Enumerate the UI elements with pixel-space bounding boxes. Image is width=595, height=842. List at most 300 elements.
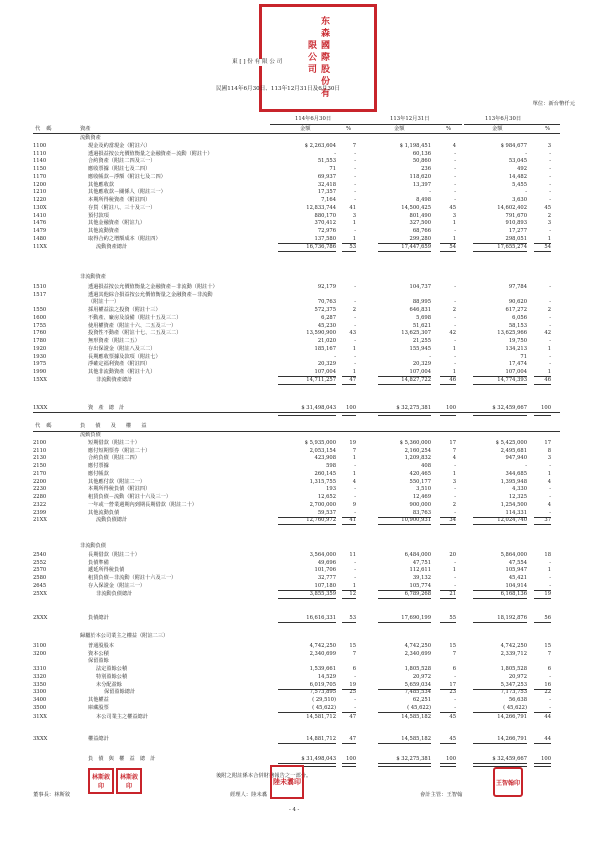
total-underline xyxy=(378,384,431,385)
row-amount: 107,004 xyxy=(314,369,336,375)
row-label: 法定盈餘公積 xyxy=(96,666,128,672)
table-row xyxy=(0,643,595,650)
row-percent: 44 xyxy=(544,736,551,742)
table-row xyxy=(0,330,595,337)
row-percent: 17 xyxy=(449,439,456,446)
row-percent: - xyxy=(454,299,456,306)
row-amount: 6,056 xyxy=(512,314,527,321)
row-amount: ( 45,622) xyxy=(503,704,527,711)
table-row xyxy=(0,583,595,590)
row-percent: - xyxy=(549,575,551,581)
row-percent: 41 xyxy=(349,204,356,211)
table-row xyxy=(0,448,595,455)
section-title: 流動資產 xyxy=(80,135,101,141)
row-percent: 15 xyxy=(449,642,456,649)
row-code: 1760 xyxy=(33,330,47,337)
row-amount: 97,784 xyxy=(508,283,527,290)
table-row xyxy=(0,315,595,322)
row-amount: - xyxy=(525,150,527,157)
row-percent: 11 xyxy=(349,551,356,558)
row-code: 2XXX xyxy=(33,615,48,621)
row-percent: - xyxy=(549,322,551,329)
table-row xyxy=(0,323,595,330)
row-percent: - xyxy=(454,189,456,196)
row-label: 非流動負債總計 xyxy=(96,590,133,597)
row-amount: 7,173,753 xyxy=(500,689,527,696)
footnote: 後附之附註係本合併財務報告之一部分。 xyxy=(216,773,312,779)
row-code: 1220 xyxy=(33,197,47,203)
row-percent: - xyxy=(549,704,551,711)
row-percent: 20 xyxy=(449,551,456,558)
row-percent: - xyxy=(454,338,456,344)
row-percent: 22 xyxy=(544,689,551,696)
row-amount: - xyxy=(525,189,527,196)
row-percent: 3 xyxy=(547,220,551,227)
company-title: 東 [ ] 份 有 限 公 司 xyxy=(232,59,283,65)
section-title: 非流動負債 xyxy=(80,543,106,549)
row-amount: 2,160,254 xyxy=(404,447,431,454)
row-code: 2399 xyxy=(33,509,47,516)
row-amount: 420,465 xyxy=(409,470,431,477)
row-label: 本期所得稅負債（附註四） xyxy=(88,486,151,493)
chairman-label: 董事長：林斯敘 xyxy=(33,792,71,798)
row-percent: 25 xyxy=(349,689,356,696)
total-underline xyxy=(440,622,456,623)
row-amount: 47,554 xyxy=(508,559,527,566)
row-amount: 49,696 xyxy=(317,559,336,566)
chairman-seal-text: 林斯敘印 xyxy=(91,774,110,790)
row-percent: 3 xyxy=(352,212,356,219)
row-label: 不動產、廠房及設備（附註十五及三二） xyxy=(88,314,182,321)
table-row xyxy=(0,486,595,493)
row-percent: 6 xyxy=(352,666,356,672)
row-code: 2280 xyxy=(33,494,47,500)
row-percent: 3 xyxy=(547,455,551,462)
row-amount: 134,213 xyxy=(505,345,527,352)
row-percent: - xyxy=(549,582,551,589)
row-code: 1550 xyxy=(33,307,47,313)
row-amount: 20,972 xyxy=(412,673,431,680)
row-amount: ( 29,510) xyxy=(312,697,336,703)
row-amount: 1,315,755 xyxy=(309,478,336,485)
row-label: 庫藏股票 xyxy=(88,704,109,711)
row-amount: $ 31,498,043 xyxy=(301,405,336,411)
row-percent: 1 xyxy=(352,345,356,352)
table-row xyxy=(0,284,595,291)
row-amount: 14,482 xyxy=(508,173,527,180)
row-percent: - xyxy=(454,509,456,516)
row-percent: 45 xyxy=(449,204,456,211)
row-amount: 155,945 xyxy=(409,345,431,352)
row-code: 1930 xyxy=(33,353,47,360)
row-amount: 1,209,832 xyxy=(404,455,431,462)
row-percent: 54 xyxy=(449,243,456,250)
row-amount: 107,004 xyxy=(409,369,431,375)
row-percent: - xyxy=(454,197,456,203)
row-percent: 17 xyxy=(449,681,456,688)
table-row xyxy=(0,455,595,462)
section-equity xyxy=(0,633,595,640)
row-amount: 112,611 xyxy=(409,567,431,574)
row-percent: - xyxy=(549,283,551,290)
row-label: 資 產 總 計 xyxy=(88,405,125,411)
row-label: 透過損益按公允價值衡量之金融資產－非流動（附註十） xyxy=(88,283,218,290)
row-amount: 3,564,000 xyxy=(309,551,336,558)
row-amount: 71 xyxy=(329,166,336,172)
row-percent: 41 xyxy=(349,517,356,524)
row-amount: 344,685 xyxy=(505,470,527,477)
row-percent: - xyxy=(454,158,456,165)
row-amount: 8,498 xyxy=(416,197,431,203)
row-percent: - xyxy=(549,181,551,188)
row-label: 特別盈餘公積 xyxy=(96,673,128,680)
period-header-1: 114年6月30日 xyxy=(295,116,332,122)
total-underline xyxy=(378,598,431,599)
row-percent: 1 xyxy=(352,235,356,242)
row-percent: 1 xyxy=(352,582,356,589)
row-code: 1100 xyxy=(33,142,47,149)
row-amount: 2,340,699 xyxy=(309,650,336,657)
row-amount: 14,266,791 xyxy=(497,736,527,742)
row-percent: 6 xyxy=(547,666,551,672)
row-percent: 1 xyxy=(452,235,456,242)
row-percent: - xyxy=(354,486,356,493)
total-underline xyxy=(534,622,551,623)
row-percent: - xyxy=(354,158,356,165)
row-code: 3300 xyxy=(33,689,47,696)
row-amount: 14,881,712 xyxy=(306,736,336,742)
row-amount: 5,455 xyxy=(512,181,527,188)
row-amount: 12,024,740 xyxy=(497,517,527,524)
table-row xyxy=(0,228,595,235)
row-percent: 100 xyxy=(541,756,551,762)
total-underline xyxy=(534,384,551,385)
row-amount: 5,659,034 xyxy=(404,681,431,688)
row-percent: 53 xyxy=(349,243,356,250)
row-label: 現金及約當現金（附註六） xyxy=(88,142,151,149)
row-percent: 1 xyxy=(452,470,456,477)
row-label: 其他應付款（附註二一） xyxy=(88,478,146,485)
row-amount: $ 2,263,604 xyxy=(304,142,336,149)
row-amount: 14,266,791 xyxy=(497,713,527,720)
row-code: 2150 xyxy=(33,463,47,469)
total-underline xyxy=(278,622,336,623)
row-amount: 1,805,528 xyxy=(404,666,431,672)
row-amount: 14,827,722 xyxy=(401,376,431,383)
row-amount: 114,331 xyxy=(505,509,527,516)
row-amount: 21,255 xyxy=(412,338,431,344)
chairman-seal-stamp xyxy=(88,768,114,794)
table-row xyxy=(0,560,595,567)
row-percent: 100 xyxy=(541,405,551,411)
row-code: 15XX xyxy=(33,376,47,383)
row-label: 一年或一營業週期內到期長期借款（附註二十） xyxy=(88,501,197,508)
row-amount: 104,737 xyxy=(409,283,431,290)
row-percent: 55 xyxy=(449,615,456,621)
row-percent: 47 xyxy=(349,713,356,720)
row-percent: - xyxy=(454,582,456,589)
row-percent: 19 xyxy=(349,681,356,688)
row-amount: 193 xyxy=(326,486,336,493)
row-percent: 7 xyxy=(352,650,356,657)
row-amount: 617,272 xyxy=(505,307,527,313)
table-row xyxy=(0,510,595,517)
row-percent: - xyxy=(354,673,356,680)
row-percent: - xyxy=(454,181,456,188)
row-code: 21XX xyxy=(33,517,47,524)
row-percent: 1 xyxy=(352,220,356,227)
row-amount: 32,418 xyxy=(317,181,336,188)
row-percent: 19 xyxy=(349,439,356,446)
col-code-header: 代碼 xyxy=(35,126,58,132)
row-amount: 408 xyxy=(421,463,431,469)
row-percent: - xyxy=(454,704,456,711)
row-label: 淨確定福利資產（附註四） xyxy=(88,361,151,368)
row-amount: $ 32,275,381 xyxy=(396,756,431,762)
row-code: 31XX xyxy=(33,713,47,720)
row-percent: 1 xyxy=(547,235,551,242)
table-row xyxy=(0,213,595,220)
row-code: 1480 xyxy=(33,235,47,242)
row-percent: - xyxy=(549,509,551,516)
row-percent: - xyxy=(454,463,456,469)
total-underline xyxy=(473,524,527,525)
row-amount: 105,774 xyxy=(409,582,431,589)
period-header-2: 113年12月31日 xyxy=(390,116,430,122)
table-row xyxy=(0,658,595,665)
row-amount: 5,347,253 xyxy=(500,681,527,688)
row-amount: 10,900,931 xyxy=(401,517,431,524)
row-amount: 68,766 xyxy=(412,228,431,234)
row-amount: 20,329 xyxy=(412,361,431,368)
table-row xyxy=(0,705,595,712)
row-amount: $ 31,498,043 xyxy=(301,756,336,762)
row-amount: 236 xyxy=(421,166,431,172)
row-label: 未分配盈餘 xyxy=(96,681,122,688)
row-label: 採用權益法之投資（附註十三） xyxy=(88,307,161,313)
col-pct-2: % xyxy=(446,126,452,132)
row-code: 2322 xyxy=(33,501,47,508)
row-amount: 260,145 xyxy=(314,470,336,477)
row-amount: 7,573,895 xyxy=(309,689,336,696)
total-underline xyxy=(342,524,356,525)
row-amount: 14,602,402 xyxy=(497,204,527,211)
row-amount: 3,855,359 xyxy=(309,590,336,597)
row-percent: - xyxy=(454,314,456,321)
row-amount: 50,860 xyxy=(412,158,431,165)
row-amount: 1,395,948 xyxy=(500,478,527,485)
row-label: 透過損益按公允價值衡量之金融資產－流動（附註十） xyxy=(88,150,213,157)
row-amount: 2,053,154 xyxy=(309,447,336,454)
total-underline xyxy=(378,251,431,252)
total-underline xyxy=(440,251,456,252)
row-percent: - xyxy=(354,567,356,574)
section-noncurrent-assets xyxy=(0,274,595,281)
row-percent: - xyxy=(549,166,551,172)
row-percent: 34 xyxy=(449,517,456,524)
table-row xyxy=(0,338,595,345)
row-percent: - xyxy=(549,559,551,566)
row-percent: - xyxy=(354,353,356,360)
row-label: 其他應收款 xyxy=(88,181,114,188)
total-underline xyxy=(278,598,336,599)
row-label: 保留盈餘 xyxy=(88,658,109,665)
row-percent: 1 xyxy=(352,455,356,462)
row-percent: 17 xyxy=(544,439,551,446)
row-amount: 21,020 xyxy=(317,338,336,344)
row-code: 2170 xyxy=(33,470,47,477)
subtotal-row xyxy=(0,377,595,384)
row-amount: 17,277 xyxy=(508,228,527,234)
row-amount: 12,833,744 xyxy=(306,204,336,211)
row-label: 應收票據（附註七及二四） xyxy=(88,166,151,172)
total-underline xyxy=(440,598,456,599)
row-amount: - xyxy=(525,463,527,469)
total-underline xyxy=(473,598,527,599)
unit-label: 單位：新台幣仟元 xyxy=(532,101,575,107)
accountant-label: 會計主管：王智翰 xyxy=(420,792,463,798)
corporate-seal-text: 东森國際股份有限公司 xyxy=(306,16,329,100)
row-percent: - xyxy=(354,509,356,516)
total-underline xyxy=(278,251,336,252)
row-percent: - xyxy=(549,673,551,680)
row-percent: - xyxy=(549,228,551,234)
table-row xyxy=(0,220,595,227)
row-percent: - xyxy=(549,486,551,493)
total-underline xyxy=(278,524,336,525)
table-row xyxy=(0,714,595,721)
table-row xyxy=(0,158,595,165)
row-code: 1210 xyxy=(33,189,47,196)
row-percent: - xyxy=(549,314,551,321)
row-label: （附註十一） xyxy=(88,299,120,306)
equity-total-row xyxy=(0,736,595,743)
row-amount: $ 32,275,381 xyxy=(396,405,431,411)
row-amount: $ 32,459,667 xyxy=(492,405,527,411)
col-asset-header: 資產 xyxy=(80,126,91,132)
row-percent: 1 xyxy=(547,470,551,477)
row-percent: 4 xyxy=(452,455,456,462)
row-amount: 13,625,307 xyxy=(401,330,431,337)
row-percent: 15 xyxy=(544,642,551,649)
row-percent: 1 xyxy=(547,345,551,352)
row-code: 2110 xyxy=(33,447,47,454)
row-percent: 100 xyxy=(346,405,356,411)
col-code-header-2: 代碼 xyxy=(35,423,58,429)
row-percent: 7 xyxy=(352,447,356,454)
row-amount: 4,742,250 xyxy=(309,642,336,649)
row-percent: 42 xyxy=(449,330,456,337)
row-code: 3XXX xyxy=(33,736,48,742)
row-percent: 7 xyxy=(452,650,456,657)
row-percent: 45 xyxy=(449,736,456,742)
table-row xyxy=(0,697,595,704)
row-label: 應收帳款－淨額（附註七及二四） xyxy=(88,173,166,180)
table-row xyxy=(0,651,595,658)
row-amount: 298,051 xyxy=(505,235,527,242)
row-percent: - xyxy=(454,283,456,290)
row-label: 應付票據 xyxy=(88,463,109,469)
total-underline xyxy=(534,598,551,599)
row-amount: 14,585,182 xyxy=(401,713,431,720)
row-amount: 6,019,705 xyxy=(309,681,336,688)
row-amount: ( 45,622) xyxy=(312,704,336,711)
row-percent: - xyxy=(354,299,356,306)
chairman-seal-text-2: 林斯敘印 xyxy=(119,774,138,790)
row-percent: 1 xyxy=(547,369,551,375)
row-label: 合約資產（附註二四及三一） xyxy=(88,158,156,165)
table-row xyxy=(0,689,595,696)
row-amount: 2,495,681 xyxy=(500,447,527,454)
total-underline xyxy=(342,251,356,252)
row-amount: 13,625,966 xyxy=(497,330,527,337)
total-underline xyxy=(440,743,456,744)
total-underline xyxy=(473,251,527,252)
total-underline xyxy=(378,524,431,525)
row-percent: - xyxy=(354,181,356,188)
total-underline xyxy=(534,524,551,525)
row-amount: 70,763 xyxy=(317,299,336,306)
total-underline xyxy=(378,763,431,767)
period-header-3: 113年6月30日 xyxy=(485,116,522,122)
row-code: 1150 xyxy=(33,166,47,172)
row-amount: 45,421 xyxy=(508,575,527,581)
row-amount: 92,179 xyxy=(317,283,336,290)
row-code: 130X xyxy=(33,204,47,211)
row-amount: 2,700,000 xyxy=(309,501,336,508)
row-amount: 62,251 xyxy=(412,697,431,703)
row-amount: $ 984,677 xyxy=(500,142,527,149)
manager-seal-text: 陸未翥印 xyxy=(273,777,301,786)
table-row xyxy=(0,143,595,150)
row-percent: 45 xyxy=(544,204,551,211)
row-label: 無形資產（附註二五） xyxy=(88,338,140,344)
row-percent: 54 xyxy=(544,243,551,250)
row-percent: 1 xyxy=(352,369,356,375)
row-percent: 42 xyxy=(544,330,551,337)
row-code: 1755 xyxy=(33,322,47,329)
row-percent: - xyxy=(354,559,356,566)
row-amount: 17,447,659 xyxy=(401,243,431,250)
row-amount: 16,616,331 xyxy=(306,615,336,621)
row-percent: 47 xyxy=(349,736,356,742)
total-underline xyxy=(440,763,456,767)
row-percent: - xyxy=(354,697,356,703)
manager-seal-stamp xyxy=(270,765,304,799)
row-percent: - xyxy=(549,189,551,196)
row-percent: - xyxy=(354,361,356,368)
row-code: 1XXX xyxy=(33,405,48,411)
row-code: 1200 xyxy=(33,181,47,188)
row-percent: 37 xyxy=(544,517,551,524)
row-label: 存入保證金（附註三一） xyxy=(88,582,146,589)
row-percent: - xyxy=(454,173,456,180)
row-amount: 947,940 xyxy=(505,455,527,462)
total-underline xyxy=(378,622,431,623)
total-underline xyxy=(342,763,356,767)
row-amount: 12,760,972 xyxy=(306,517,336,524)
row-label: 其他應收款－關係人（附註三一） xyxy=(88,189,166,196)
row-label: 負 債 與 權 益 總 計 xyxy=(88,756,156,762)
row-label: 存貨（附註八、三十及三一） xyxy=(88,204,156,211)
row-percent: - xyxy=(549,494,551,500)
row-amount: 327,500 xyxy=(409,220,431,227)
row-amount: 51,621 xyxy=(412,322,431,329)
row-percent: 7 xyxy=(352,142,356,149)
row-percent: 4 xyxy=(547,478,551,485)
row-label: 合約負債（附註二四） xyxy=(88,455,140,462)
page-number: - 4 - xyxy=(289,807,300,813)
